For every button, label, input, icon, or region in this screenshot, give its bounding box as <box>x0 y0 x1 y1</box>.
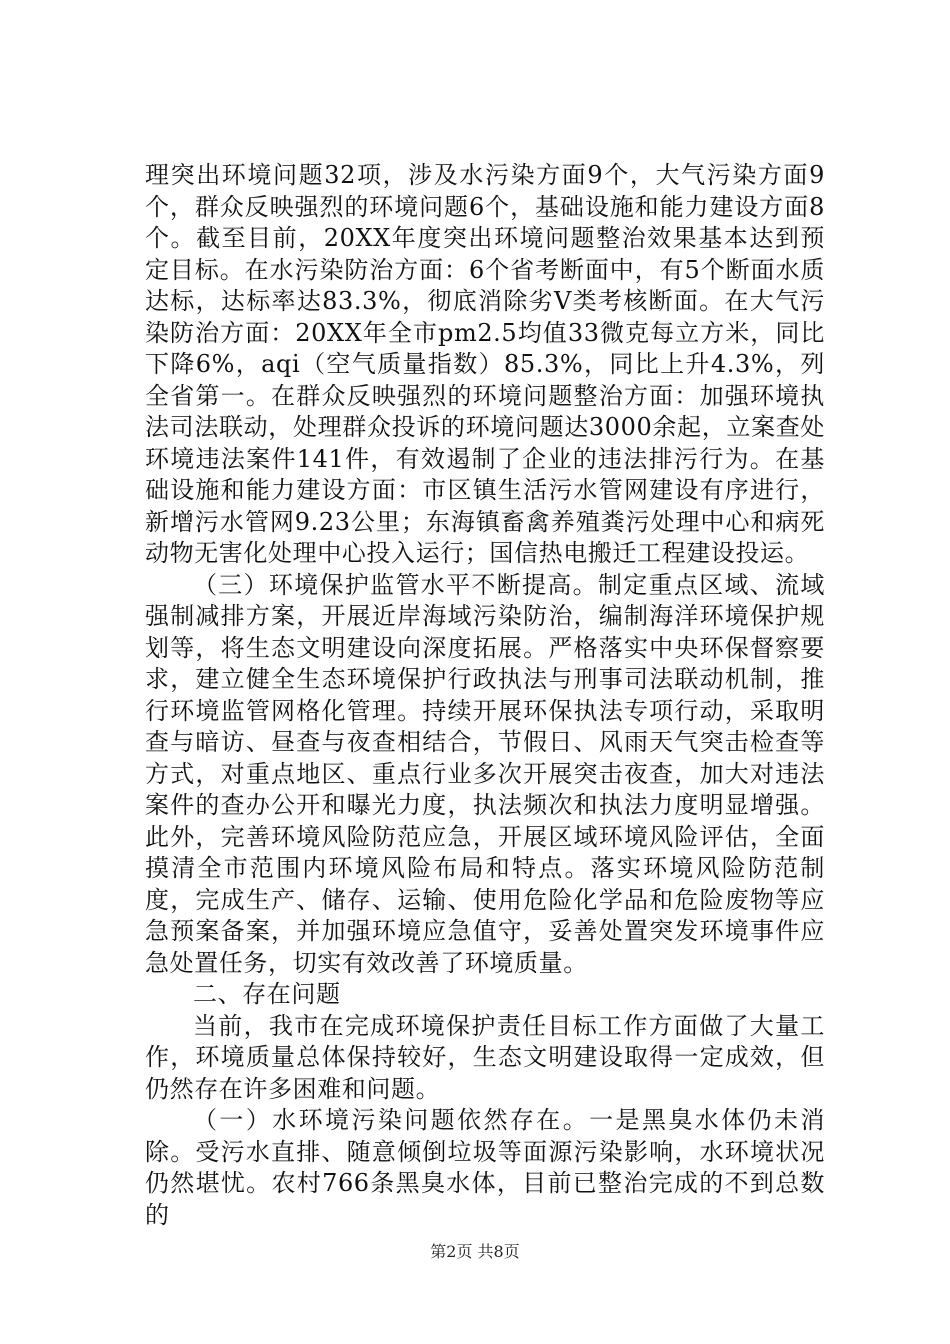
paragraph-supervision: （三）环境保护监管水平不断提高。制定重点区域、流域强制减排方案，开展近岸海域污染防治，编制海洋环境保护规划等，将生态文明建设向深度拓展。严格落实中央环保督察要求，建立健全生态环境保护行政执法与刑事司法联动机制，推行环境监管网格化管理。持续开展环保执法专项行动，采取明查与暗访、昼查与夜查相结合，节假日、风雨天气突击检查等方式，对重点地区、重点行业多次开展突击夜查，加大对违法案件的查办公开和曝光力度，执法频次和执法力度明显增强。此外，完善环境风险防范应急，开展区域环境风险评估，全面摸清全市范围内环境风险布局和特点。落实环境风险防范制度，完成生产、储存、运输、使用危险化学品和危险废物等应急预案备案，并加强环境应急值守，妥善处置突发环境事件应急处置任务，切实有效改善了环境质量。 <box>145 570 825 977</box>
paragraph-water-pollution: （一）水环境污染问题依然存在。一是黑臭水体仍未消除。受污水直排、随意倾倒垃圾等面源污染影响，水环境状况仍然堪忧。农村766条黑臭水体，目前已整治完成的不到总数的 <box>145 1106 825 1229</box>
document-body <box>145 160 825 1231</box>
page-number-indicator: 第2页 共8页 <box>430 1242 520 1261</box>
page-footer <box>0 1242 950 1262</box>
paragraph-problems-intro: 当前，我市在完成环境保护责任目标工作方面做了大量工作，环境质量总体保持较好，生态文明建设取得一定成效，但仍然存在许多困难和问题。 <box>145 1011 825 1103</box>
section-heading-problems: 二、存在问题 <box>193 980 341 1008</box>
paragraph-continuation: 理突出环境问题32项，涉及水污染方面9个，大气污染方面9个，群众反映强烈的环境问题6个，基础设施和能力建设方面8个。截至目前，20XX年度突出环境问题整治效果基本达到预定目标。在水污染防治方面：6个省考断面中，有5个断面水质达标，达标率达83.3%，彻底消除劣Ⅴ类考核断面。在大气污染防治方面：20XX年全市pm2.5均值33微克每立方米，同比下降6%，aqi（空气质量指数）85.3%，同比上升4.3%，列全省第一。在群众反映强烈的环境问题整治方面：加强环境执法司法联动，处理群众投诉的环境问题达3000余起，立案查处环境违法案件141件，有效遏制了企业的违法排污行为。在基础设施和能力建设方面：市区镇生活污水管网建设有序进行，新增污水管网9.23公里；东海镇畜禽养殖粪污处理中心和病死动物无害化处理中心投入运行；国信热电搬迁工程建设投运。 <box>145 161 825 567</box>
